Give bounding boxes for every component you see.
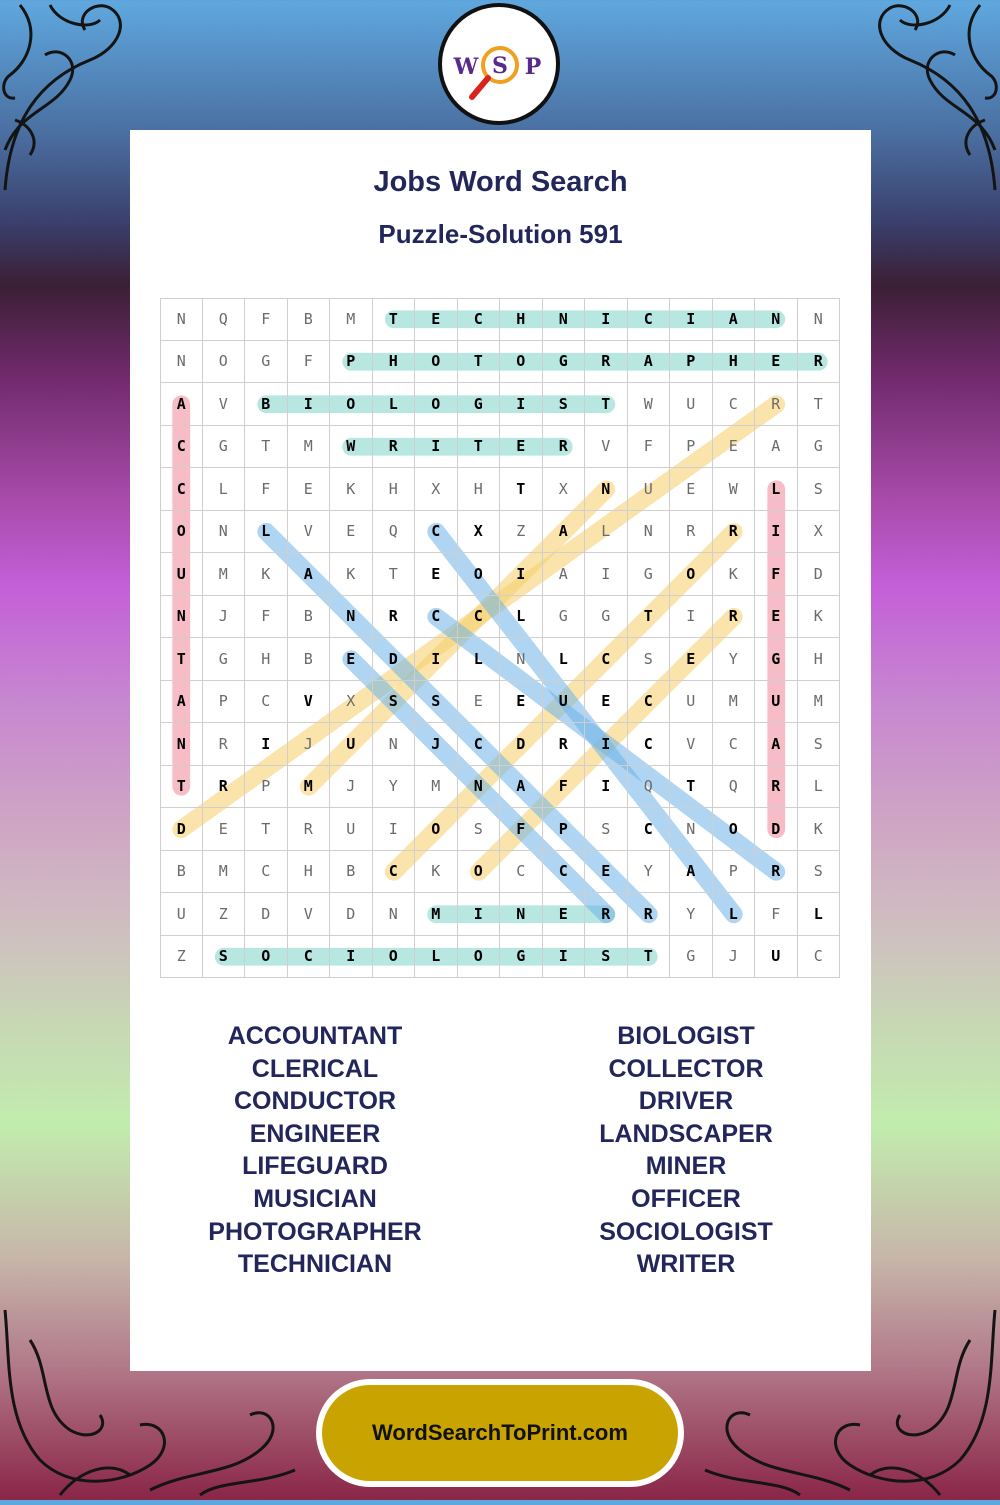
grid-cell: R <box>755 383 798 426</box>
grid-cell: T <box>500 468 543 511</box>
grid-cell: D <box>500 723 543 766</box>
grid-cell: R <box>755 851 798 894</box>
grid-cell: M <box>330 298 373 341</box>
grid-cell: L <box>713 893 756 936</box>
grid-cell: O <box>415 341 458 384</box>
grid-cell: N <box>160 723 203 766</box>
grid-cell: E <box>670 468 713 511</box>
grid-cell: G <box>245 341 288 384</box>
grid-cell: C <box>798 936 841 979</box>
grid-cell: E <box>670 638 713 681</box>
grid-cell: V <box>288 681 331 724</box>
grid-cell: O <box>713 808 756 851</box>
grid-cell: C <box>713 723 756 766</box>
grid-cell: D <box>755 808 798 851</box>
grid-cell: T <box>160 638 203 681</box>
grid-cell: S <box>628 638 671 681</box>
letter-grid <box>160 298 840 978</box>
grid-cell: H <box>245 638 288 681</box>
word-list-item: OFFICER <box>631 1184 741 1213</box>
grid-cell: I <box>670 298 713 341</box>
grid-cell: R <box>713 596 756 639</box>
grid-cell: T <box>458 341 501 384</box>
grid-cell: N <box>543 298 586 341</box>
grid-cell: R <box>203 766 246 809</box>
grid-cell: N <box>798 298 841 341</box>
grid-cell: R <box>628 893 671 936</box>
grid-cell: C <box>500 851 543 894</box>
grid-cell: U <box>330 723 373 766</box>
grid-cell: M <box>288 426 331 469</box>
grid-cell: X <box>458 511 501 554</box>
word-list-item: MUSICIAN <box>253 1184 377 1213</box>
grid-cell: L <box>373 383 416 426</box>
grid-cell: H <box>373 341 416 384</box>
grid-cell: E <box>585 851 628 894</box>
grid-cell: Q <box>203 298 246 341</box>
grid-cell: I <box>330 936 373 979</box>
grid-cell: B <box>288 596 331 639</box>
grid-cell: M <box>798 681 841 724</box>
grid-cell: T <box>160 766 203 809</box>
grid-cell: N <box>755 298 798 341</box>
grid-cell: Y <box>670 893 713 936</box>
grid-cell: C <box>415 596 458 639</box>
grid-cell: X <box>798 511 841 554</box>
grid-cell: U <box>543 681 586 724</box>
grid-cell: L <box>798 766 841 809</box>
grid-cell: P <box>245 766 288 809</box>
word-list-item: BIOLOGIST <box>617 1022 755 1050</box>
grid-cell: R <box>585 893 628 936</box>
grid-cell: O <box>203 341 246 384</box>
grid-cell: S <box>798 468 841 511</box>
grid-cell: I <box>585 723 628 766</box>
grid-cell: R <box>713 511 756 554</box>
grid-cell: A <box>628 341 671 384</box>
word-list-item: COLLECTOR <box>608 1054 764 1083</box>
grid-cell: A <box>670 851 713 894</box>
grid-cell: A <box>755 723 798 766</box>
word-list-item: ENGINEER <box>249 1119 381 1148</box>
grid-cell: T <box>373 298 416 341</box>
grid-cell: I <box>670 596 713 639</box>
grid-cell: B <box>245 383 288 426</box>
grid-cell: C <box>415 511 458 554</box>
puzzle-card <box>130 130 871 1371</box>
grid-cell: N <box>373 893 416 936</box>
grid-cell: G <box>543 596 586 639</box>
grid-cell: C <box>628 298 671 341</box>
grid-cell: S <box>203 936 246 979</box>
grid-cell: X <box>330 681 373 724</box>
grid-cell: F <box>245 298 288 341</box>
wsp-logo[interactable] <box>438 3 560 125</box>
grid-cell: H <box>373 468 416 511</box>
grid-cell: H <box>288 851 331 894</box>
grid-cell: I <box>500 383 543 426</box>
grid-cell: Z <box>160 936 203 979</box>
word-list-item: ACCOUNTANT <box>227 1022 403 1050</box>
grid-cell: I <box>585 298 628 341</box>
grid-cell: M <box>203 553 246 596</box>
grid-cell: D <box>245 893 288 936</box>
grid-cell: I <box>458 893 501 936</box>
grid-cell: W <box>628 383 671 426</box>
word-list-item: DRIVER <box>638 1087 734 1116</box>
grid-cell: E <box>500 681 543 724</box>
grid-cell: U <box>755 936 798 979</box>
page-title: Jobs Word Search <box>373 166 628 198</box>
grid-cell: O <box>500 341 543 384</box>
grid-cell: K <box>798 808 841 851</box>
grid-cell: A <box>160 383 203 426</box>
grid-cell: M <box>415 766 458 809</box>
grid-cell: U <box>160 553 203 596</box>
puzzle-subtitle: Puzzle-Solution 591 <box>378 219 623 249</box>
grid-cell: W <box>713 468 756 511</box>
grid-cell: T <box>245 808 288 851</box>
grid-cell: C <box>288 936 331 979</box>
grid-cell: F <box>543 766 586 809</box>
grid-cell: B <box>288 298 331 341</box>
site-link-label: WordSearchToPrint.com <box>372 1420 628 1445</box>
word-list-item: WRITER <box>636 1250 736 1279</box>
grid-cell: V <box>585 426 628 469</box>
grid-cell: O <box>458 553 501 596</box>
grid-cell: Y <box>373 766 416 809</box>
grid-cell: L <box>543 638 586 681</box>
word-list-item: CLERICAL <box>251 1054 379 1083</box>
grid-cell: G <box>755 638 798 681</box>
grid-cell: P <box>543 808 586 851</box>
grid-cell: L <box>458 638 501 681</box>
grid-cell: N <box>373 723 416 766</box>
grid-cell: E <box>755 596 798 639</box>
grid-cell: D <box>798 553 841 596</box>
grid-cell: T <box>628 936 671 979</box>
grid-cell: G <box>500 936 543 979</box>
grid-cell: P <box>713 851 756 894</box>
word-list-item: CONDUCTOR <box>233 1087 397 1116</box>
grid-cell: G <box>585 596 628 639</box>
grid-cell: N <box>458 766 501 809</box>
word-list-item: LIFEGUARD <box>242 1152 388 1181</box>
grid-cell: O <box>415 808 458 851</box>
grid-cell: E <box>330 638 373 681</box>
grid-cell: G <box>628 553 671 596</box>
grid-cell: S <box>585 936 628 979</box>
grid-cell: M <box>288 766 331 809</box>
grid-cell: C <box>458 298 501 341</box>
grid-cell: S <box>798 851 841 894</box>
grid-cell: I <box>415 638 458 681</box>
grid-cell: L <box>798 893 841 936</box>
grid-cell: E <box>415 553 458 596</box>
grid-cell: K <box>798 596 841 639</box>
grid-cell: R <box>798 341 841 384</box>
corner-ornament-top-right <box>865 0 1000 200</box>
grid-cell: E <box>458 681 501 724</box>
grid-cell: D <box>373 638 416 681</box>
word-list-item: TECHNICIAN <box>237 1250 393 1279</box>
grid-cell: U <box>755 681 798 724</box>
grid-cell: Q <box>713 766 756 809</box>
grid-cell: A <box>543 553 586 596</box>
grid-cell: P <box>203 681 246 724</box>
site-link-button[interactable] <box>322 1385 678 1481</box>
grid-cell: G <box>543 341 586 384</box>
word-list-item: PHOTOGRAPHER <box>208 1217 422 1246</box>
grid-cell: D <box>330 893 373 936</box>
grid-cell: R <box>543 426 586 469</box>
grid-cell: N <box>585 468 628 511</box>
grid-cell: Q <box>373 511 416 554</box>
grid-cell: I <box>543 936 586 979</box>
grid-cell: R <box>755 766 798 809</box>
grid-cell: I <box>755 511 798 554</box>
grid-cell: S <box>585 808 628 851</box>
grid-cell: H <box>798 638 841 681</box>
grid-cell: N <box>500 638 543 681</box>
grid-cell: C <box>458 596 501 639</box>
grid-cell: W <box>330 426 373 469</box>
grid-cell: R <box>373 426 416 469</box>
grid-cell: O <box>458 851 501 894</box>
word-list-item: LANDSCAPER <box>599 1119 773 1148</box>
grid-cell: Y <box>628 851 671 894</box>
grid-cell: R <box>203 723 246 766</box>
grid-cell: U <box>670 383 713 426</box>
grid-cell: B <box>288 638 331 681</box>
grid-cell: M <box>203 851 246 894</box>
grid-cell: O <box>415 383 458 426</box>
word-list-item: MINER <box>645 1152 727 1181</box>
grid-cell: A <box>500 766 543 809</box>
grid-cell: C <box>458 723 501 766</box>
grid-cell: V <box>203 383 246 426</box>
grid-cell: C <box>160 468 203 511</box>
grid-cell: S <box>458 808 501 851</box>
grid-cell: N <box>628 511 671 554</box>
grid-cell: S <box>798 723 841 766</box>
grid-cell: G <box>670 936 713 979</box>
grid-cell: T <box>670 766 713 809</box>
grid-cell: L <box>203 468 246 511</box>
grid-cell: I <box>373 808 416 851</box>
grid-cell: A <box>160 681 203 724</box>
grid-cell: M <box>713 681 756 724</box>
grid-cell: X <box>543 468 586 511</box>
grid-cell: C <box>628 808 671 851</box>
grid-cell: N <box>330 596 373 639</box>
grid-cell: G <box>203 638 246 681</box>
grid-cell: Z <box>203 893 246 936</box>
grid-cell: F <box>755 553 798 596</box>
grid-cell: Y <box>713 638 756 681</box>
grid-cell: E <box>713 426 756 469</box>
grid-cell: G <box>798 426 841 469</box>
grid-cell: R <box>373 596 416 639</box>
grid-cell: T <box>585 383 628 426</box>
grid-cell: C <box>628 723 671 766</box>
grid-cell: K <box>415 851 458 894</box>
grid-cell: C <box>245 851 288 894</box>
grid-cell: J <box>415 723 458 766</box>
grid-cell: K <box>330 468 373 511</box>
grid-cell: K <box>330 553 373 596</box>
grid-cell: T <box>373 553 416 596</box>
grid-cell: A <box>543 511 586 554</box>
grid-cell: G <box>458 383 501 426</box>
grid-cell: H <box>713 341 756 384</box>
grid-cell: P <box>330 341 373 384</box>
grid-cell: Z <box>500 511 543 554</box>
grid-cell: E <box>500 426 543 469</box>
grid-cell: T <box>628 596 671 639</box>
grid-cell: B <box>160 851 203 894</box>
grid-cell: H <box>500 298 543 341</box>
grid-cell: S <box>373 681 416 724</box>
grid-cell: A <box>713 298 756 341</box>
grid-cell: R <box>585 341 628 384</box>
grid-cell: J <box>203 596 246 639</box>
grid-cell: R <box>543 723 586 766</box>
grid-cell: S <box>543 383 586 426</box>
grid-cell: D <box>160 808 203 851</box>
logo-letter-s: S <box>492 53 508 79</box>
grid-cell: L <box>500 596 543 639</box>
grid-cell: J <box>713 936 756 979</box>
grid-cell: U <box>160 893 203 936</box>
grid-cell: A <box>288 553 331 596</box>
logo-letter-p: P <box>524 54 542 80</box>
grid-cell: I <box>500 553 543 596</box>
grid-cell: N <box>160 298 203 341</box>
grid-cell: F <box>288 341 331 384</box>
word-list-item: SOCIOLOGIST <box>599 1217 773 1246</box>
grid-cell: L <box>585 511 628 554</box>
grid-cell: J <box>288 723 331 766</box>
grid-cell: A <box>755 426 798 469</box>
grid-cell: E <box>203 808 246 851</box>
grid-cell: L <box>245 511 288 554</box>
grid-cell: K <box>245 553 288 596</box>
word-list-left-column <box>130 1020 500 1281</box>
grid-cell: E <box>585 681 628 724</box>
grid-cell: R <box>288 808 331 851</box>
grid-cell: N <box>160 341 203 384</box>
grid-cell: C <box>628 681 671 724</box>
grid-cell: C <box>160 426 203 469</box>
grid-cell: E <box>288 468 331 511</box>
grid-cell: H <box>458 468 501 511</box>
grid-cell: O <box>458 936 501 979</box>
grid-cell: E <box>755 341 798 384</box>
grid-cell: F <box>245 468 288 511</box>
grid-cell: F <box>500 808 543 851</box>
grid-cell: F <box>755 893 798 936</box>
grid-cell: U <box>330 808 373 851</box>
word-list-right-column <box>501 1020 871 1281</box>
grid-cell: E <box>330 511 373 554</box>
grid-cell: E <box>543 893 586 936</box>
grid-cell: I <box>415 426 458 469</box>
grid-cell: I <box>288 383 331 426</box>
grid-cell: X <box>415 468 458 511</box>
grid-cell: V <box>288 511 331 554</box>
grid-cell: O <box>245 936 288 979</box>
grid-cell: B <box>330 851 373 894</box>
grid-cell: S <box>415 681 458 724</box>
grid-cell: N <box>670 808 713 851</box>
grid-cell: C <box>245 681 288 724</box>
grid-cell: P <box>670 426 713 469</box>
grid-cell: V <box>288 893 331 936</box>
grid-cell: G <box>203 426 246 469</box>
grid-cell: M <box>415 893 458 936</box>
grid-cell: O <box>373 936 416 979</box>
grid-cell: L <box>415 936 458 979</box>
grid-cell: N <box>160 596 203 639</box>
grid-cell: K <box>713 553 756 596</box>
grid-cell: U <box>628 468 671 511</box>
grid-cell: C <box>585 638 628 681</box>
grid-cell: T <box>458 426 501 469</box>
grid-cell: I <box>585 553 628 596</box>
grid-cell: I <box>585 766 628 809</box>
logo-letter-w: W <box>453 54 479 80</box>
grid-cell: L <box>755 468 798 511</box>
grid-cell: T <box>798 383 841 426</box>
grid-cell: V <box>670 723 713 766</box>
grid-cell: P <box>670 341 713 384</box>
word-search-grid <box>160 298 840 978</box>
corner-ornament-top-left <box>0 0 135 200</box>
grid-cell: T <box>245 426 288 469</box>
grid-cell: C <box>373 851 416 894</box>
grid-cell: I <box>245 723 288 766</box>
grid-cell: F <box>628 426 671 469</box>
grid-cell: E <box>415 298 458 341</box>
grid-cell: N <box>203 511 246 554</box>
grid-cell: O <box>160 511 203 554</box>
grid-cell: J <box>330 766 373 809</box>
grid-cell: C <box>713 383 756 426</box>
grid-cell: O <box>670 553 713 596</box>
grid-cell: Q <box>628 766 671 809</box>
grid-cell: O <box>330 383 373 426</box>
grid-cell: C <box>543 851 586 894</box>
grid-cell: R <box>670 511 713 554</box>
grid-cell: F <box>245 596 288 639</box>
grid-cell: N <box>500 893 543 936</box>
grid-cell: U <box>670 681 713 724</box>
